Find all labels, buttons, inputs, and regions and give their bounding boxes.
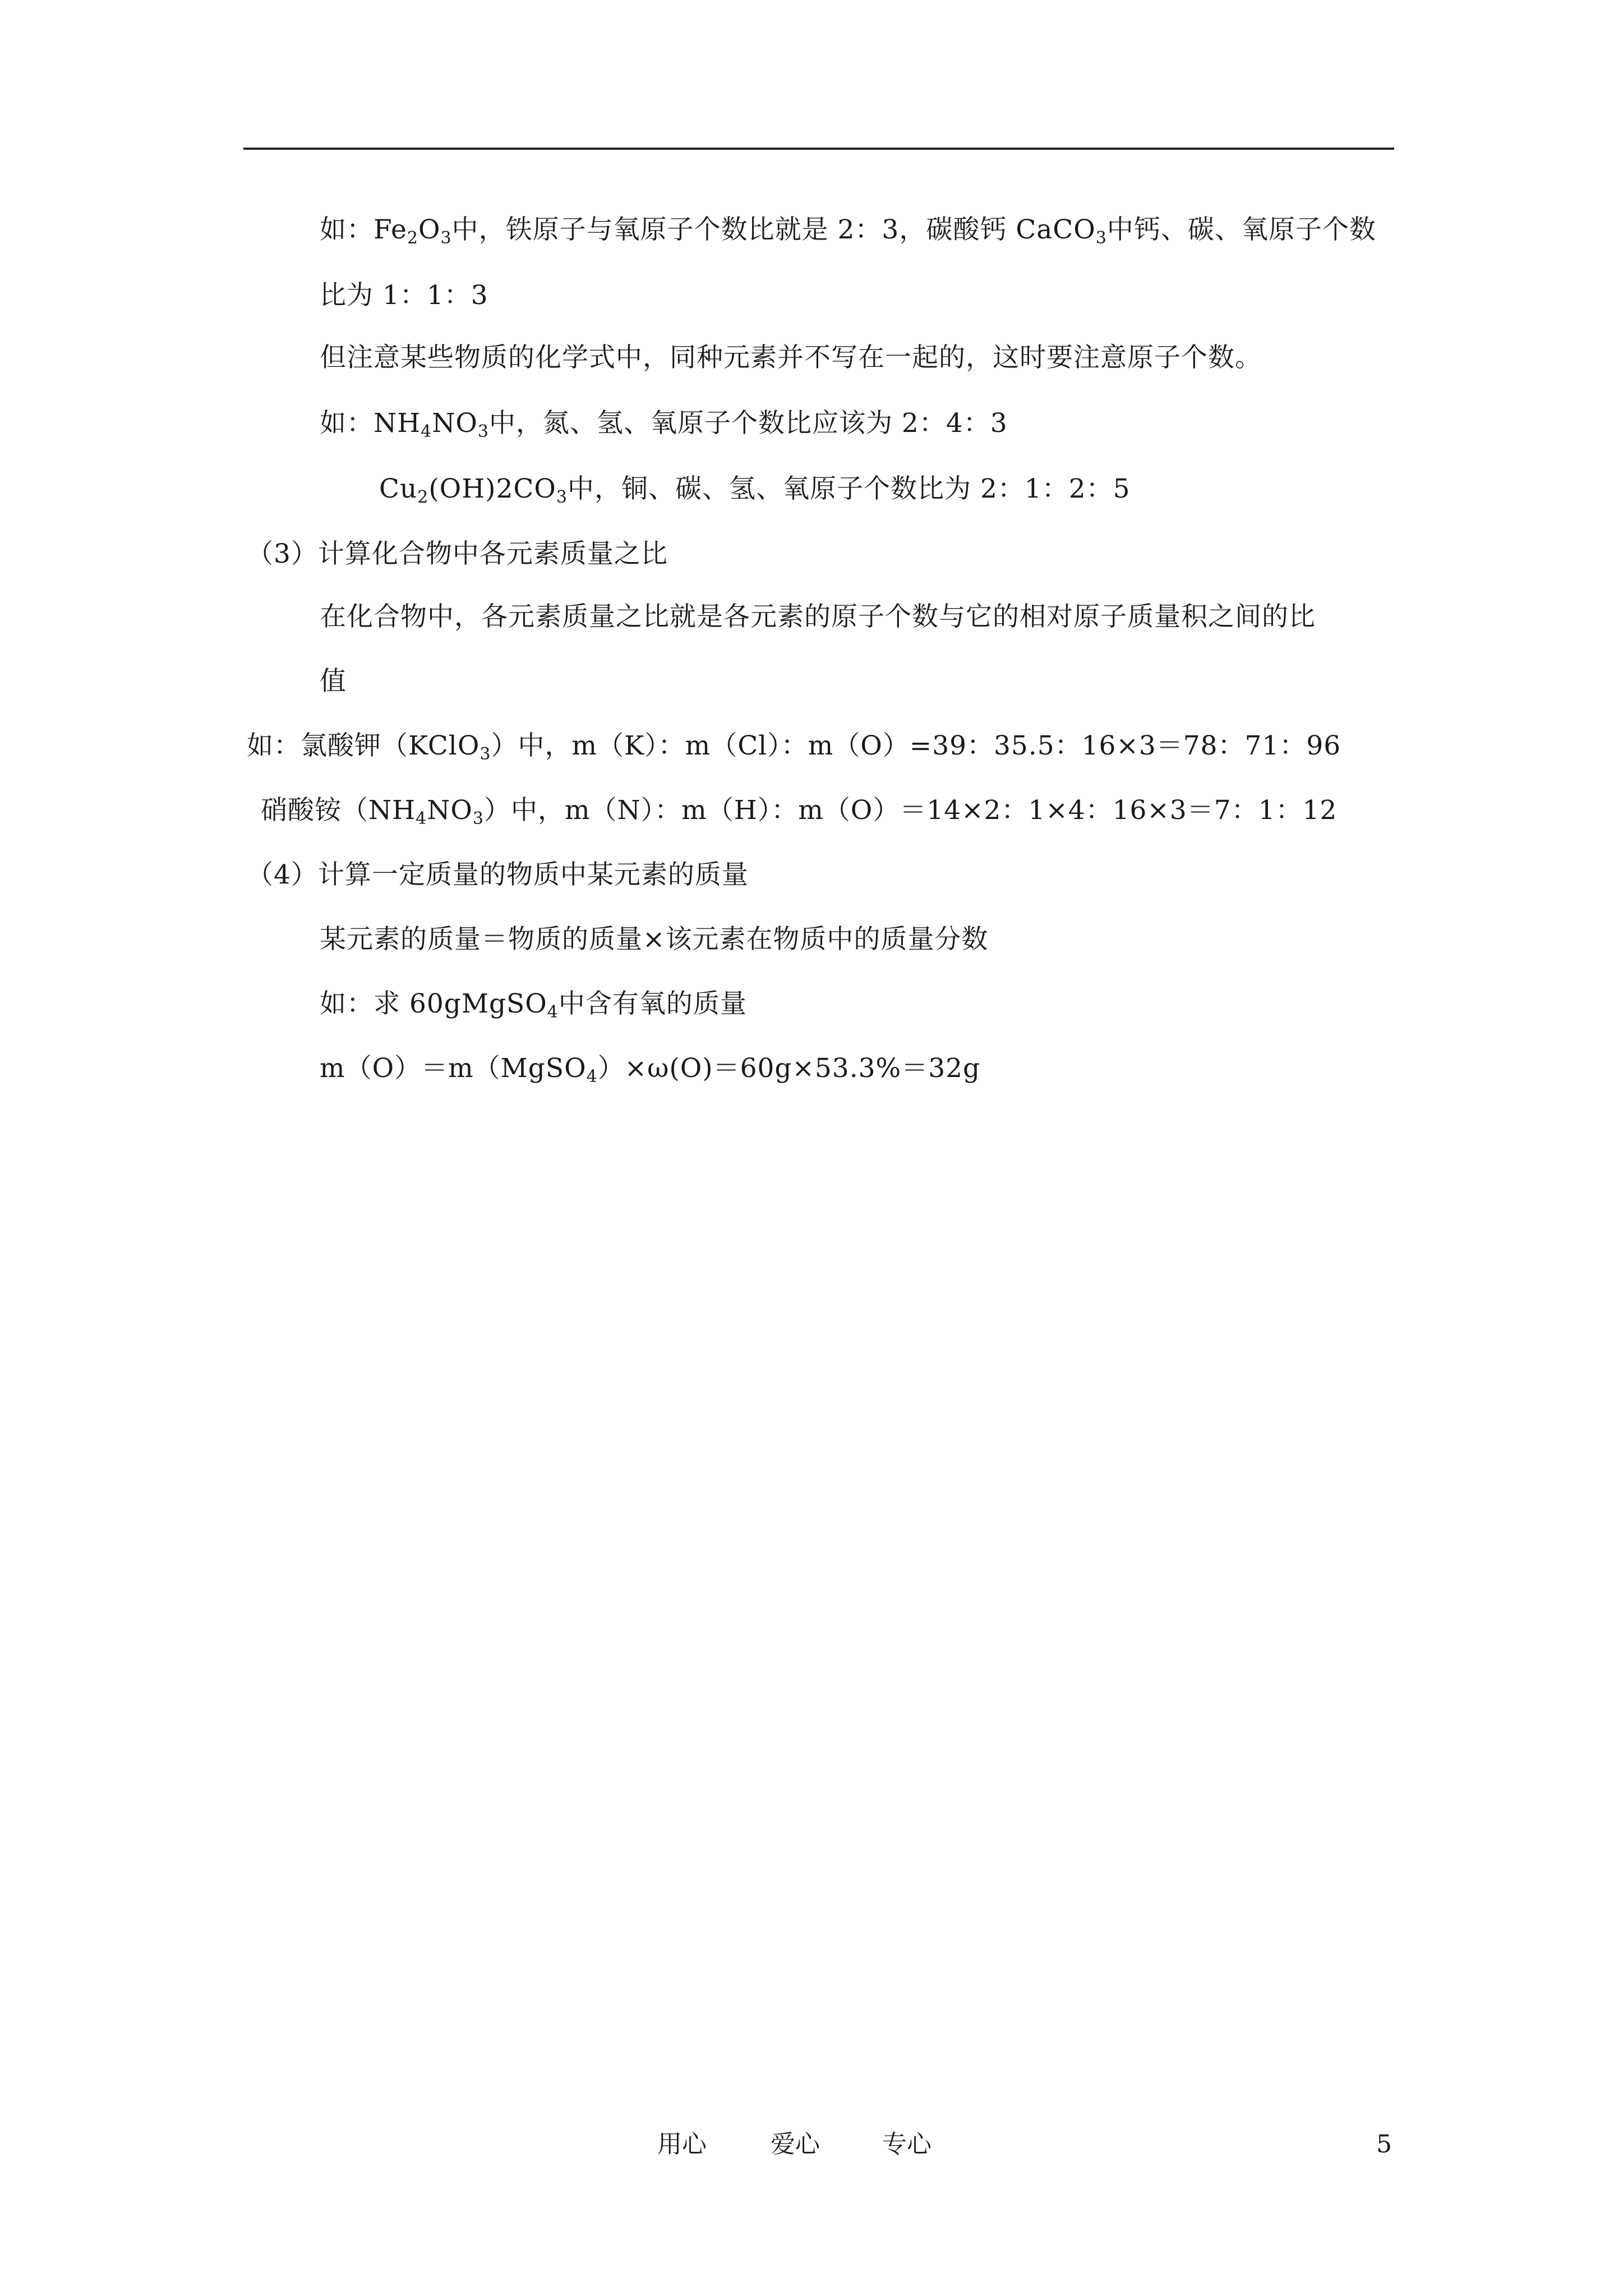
text-line-3: 但注意某些物质的化学式中，同种元素并不写在一起的，这时要注意原子个数。	[320, 342, 1262, 373]
text-line-1: 如：$Fe_2O_3$中，铁原子与氧原子个数比就是 2：3，碳酸钙 CaCO$_3$中钙、碳、氧原子个数	[320, 214, 1376, 248]
text-line-8: 值	[320, 666, 347, 697]
text-line-9: 如：氯酸钾（KClO$_3$）中，m（K）：m（Cl）：m（O）=39：35.5：16×3＝78：71：96	[247, 730, 1341, 764]
header-rule	[243, 148, 1394, 150]
footer-motto-2: 爱心	[771, 2130, 820, 2159]
text-line-2: 比为 1：1：3	[320, 280, 488, 311]
text-line-5: $Cu_2(OH)2CO_3$中，铜、碳、氢、氧原子个数比为 2：1：2：5	[379, 473, 1131, 507]
text-line-14: m（O）＝m（MgSO$_4$）×ω(O)＝60g×53.3%＝32g	[320, 1053, 981, 1087]
text-line-7: 在化合物中，各元素质量之比就是各元素的原子个数与它的相对原子质量积之间的比	[320, 601, 1316, 632]
text-line-13: 如：求 60gMgSO$_4$中含有氧的质量	[320, 988, 747, 1022]
section-heading-3: （3）计算化合物中各元素质量之比	[247, 539, 668, 569]
text-line-4: 如：$NH_4NO_3$中，氮、氢、氧原子个数比应该为 2：4：3	[320, 408, 1008, 441]
footer-motto-3: 专心	[882, 2130, 932, 2159]
footer-motto-1: 用心	[657, 2130, 707, 2159]
text-line-12: 某元素的质量＝物质的质量×该元素在物质中的质量分数	[320, 924, 989, 955]
section-heading-4: （4）计算一定质量的物质中某元素的质量	[247, 859, 749, 890]
page-number: 5	[1376, 2130, 1392, 2159]
text-line-10: 硝酸铵$(NH_4NO_3)$中，m（N）：m（H）：m（O）＝14×2：1×4：16×3＝7：1：12	[261, 795, 1338, 829]
